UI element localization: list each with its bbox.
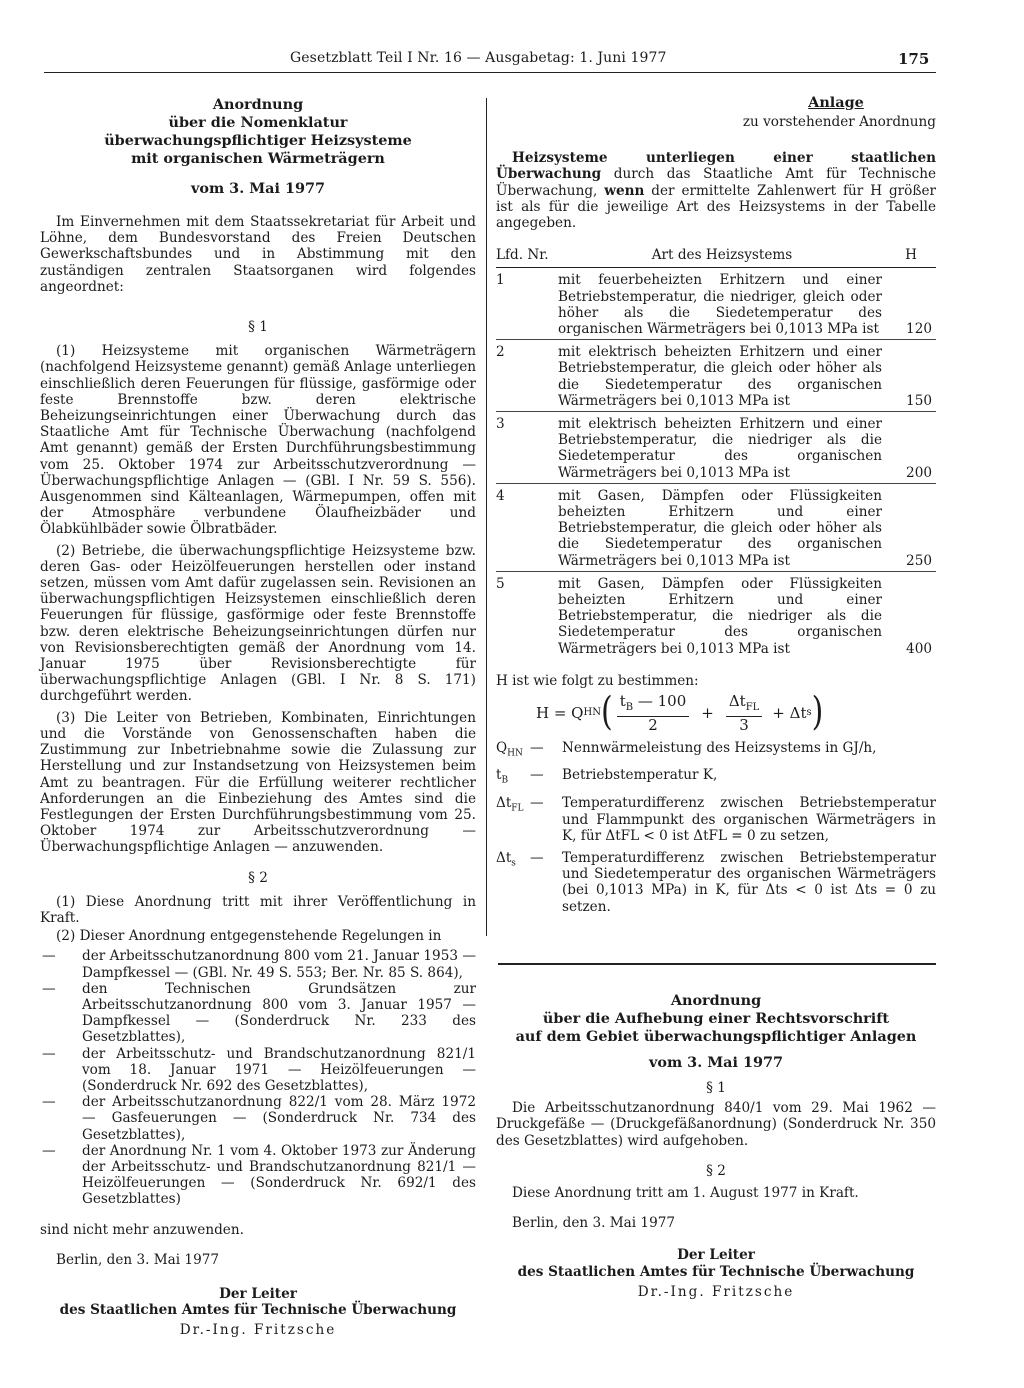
left-s2-heading: § 2 xyxy=(248,869,268,886)
anlage-title: Anlage xyxy=(808,94,864,111)
header-rule xyxy=(44,72,936,73)
fraction-1-den: 2 xyxy=(648,716,658,735)
left-date: vom 3. Mai 1977 xyxy=(190,180,325,197)
fraction-1 xyxy=(617,693,690,733)
dash-mark: — xyxy=(42,1142,56,1159)
def-symbol xyxy=(496,850,530,915)
left-signer: Dr.-Ing. Fritzsche xyxy=(179,1322,337,1339)
second-title-line: über die Aufhebung einer Rechtsvorschrift xyxy=(542,1010,890,1027)
def-sym-main: Δt xyxy=(496,795,512,812)
list-item xyxy=(40,981,476,1046)
left-title-line: mit organischen Wärmeträgern xyxy=(131,150,385,167)
sig-line: Der Leiter xyxy=(677,1247,755,1264)
left-s2-p1: (1) Diese Anordnung tritt mit ihrer Veröffentlichung in Kraft. xyxy=(40,893,476,926)
cell-h: 200 xyxy=(888,412,936,484)
cell-h: 400 xyxy=(906,640,932,657)
def-sym-main: Q xyxy=(496,739,508,756)
anlage-intro xyxy=(496,150,936,231)
left-s1-p2: (2) Betriebe, die überwachungspflichtige Heizsysteme bzw. deren Gas- oder Heizölfeuerungen herstellen oder instand setzen, müssen vom Amt dafür zugelassen sein. Revisionen an überwachungspflichtigen Heizsystemen einschließlich deren Feuerungen für flüssige, gasförmige oder feste Brennstoffe bzw. deren elektrische Beheizungseinrichtungen dürfen nur von Revisionsberechtigten gemäß der Anordnung vom 14. Januar 1975 über Revisionsberechtigte für überwachungspflichtige Anlagen (GBl. I Nr. 8 S. 171) durchgeführt werden. xyxy=(40,542,476,705)
cell-desc: mit elektrisch beheizten Erhitzern und einer Betriebstemperatur, die gleich oder höher als die Siedetemperatur des organischen Wärmeträgers bei 0,1013 MPa ist xyxy=(558,340,888,412)
list-item xyxy=(40,1046,476,1095)
intro-bold-wenn: wenn xyxy=(604,182,645,199)
f2-num-sub: FL xyxy=(745,702,760,714)
f1-num-t: t xyxy=(619,692,626,711)
second-signer: Dr.-Ing. Fritzsche xyxy=(637,1283,795,1300)
second-s1-text: Die Arbeitsschutzanordnung 840/1 vom 29. Mai 1962 — Druckgefäße — (Druckgefäßanordnung) (Sonderdruck Nr. 350 des Gesetzblattes) wird aufgehoben. xyxy=(496,1100,936,1149)
left-title-line: überwachungspflichtiger Heizsysteme xyxy=(104,132,412,149)
sig-line: des Staatlichen Amtes für Technische Überwachung xyxy=(59,1302,457,1319)
second-s2-text: Diese Anordnung tritt am 1. August 1977 in Kraft. xyxy=(512,1185,859,1202)
table-row xyxy=(496,571,936,659)
definition-item xyxy=(496,767,936,789)
list-item xyxy=(40,1143,476,1208)
formula-plus-2: + Δt xyxy=(772,704,807,723)
sig-line: Der Leiter xyxy=(219,1285,297,1302)
intro-bold: Heizsysteme unterliegen einer staatlichen Überwachung xyxy=(496,150,936,183)
second-s1-heading: § 1 xyxy=(706,1080,726,1096)
left-s2-list xyxy=(40,948,476,1207)
cell-h: 250 xyxy=(888,483,936,571)
cell-desc: mit feuerbeheizten Erhitzern und einer Betriebstemperatur, die niedriger, gleich oder höher als die Siedetemperatur des organischen Wärmeträgers bei 0,1013 MPa ist xyxy=(558,268,888,340)
header-title: Gesetzblatt Teil I Nr. 16 — Ausgabetag: 1. Juni 1977 xyxy=(290,50,667,66)
def-sym-sub: FL xyxy=(511,804,524,815)
def-sym-main: Δt xyxy=(496,849,512,866)
fraction-2-num xyxy=(726,693,762,717)
table-row xyxy=(496,483,936,571)
left-s1-heading: § 1 xyxy=(248,319,268,336)
second-date: vom 3. Mai 1977 xyxy=(648,1054,783,1071)
second-place-date: Berlin, den 3. Mai 1977 xyxy=(512,1215,676,1232)
f1-num-rest: — 100 xyxy=(633,692,687,711)
fraction-2-den: 3 xyxy=(739,716,749,735)
cell-desc: mit elektrisch beheizten Erhitzern und einer Betriebstemperatur, die niedriger als die Siedetemperatur des organischen Wärmeträgers bei 0,1013 MPa ist xyxy=(558,412,888,484)
def-text: Nennwärmeleistung des Heizsystems in GJ/h, xyxy=(562,739,877,756)
def-sym-sub: HN xyxy=(507,748,523,759)
def-text: Temperaturdifferenz zwischen Betriebstemperatur und Siedetemperatur des organischen Wärmeträgers (bei 0,1013 MPa) in K, für Δts < 0 ist Δts = 0 zu setzen. xyxy=(562,849,936,915)
table-row xyxy=(496,340,936,412)
col-header-nr: Lfd. Nr. xyxy=(496,245,558,268)
dash-mark: — xyxy=(42,1045,56,1062)
list-item-text: der Arbeitsschutzanordnung 800 vom 21. Januar 1953 — Dampfkessel — (GBl. Nr. 49 S. 553; Ber. Nr. 85 S. 864), xyxy=(82,948,476,981)
formula xyxy=(536,689,936,736)
second-title-line: auf dem Gebiet überwachungspflichtiger Anlagen xyxy=(515,1028,917,1045)
list-item-text: den Technischen Grundsätzen zur Arbeitsschutzanordnung 800 vom 3. Januar 1957 — Dampfkessel — (Sonderdruck Nr. 233 des Gesetzblattes), xyxy=(82,980,476,1046)
table-row xyxy=(496,268,936,340)
left-signature-block xyxy=(40,1286,476,1318)
formula-plus-2-sub: s xyxy=(806,707,812,719)
def-dash: — xyxy=(530,849,544,866)
definition-item xyxy=(496,850,936,915)
def-text: Betriebstemperatur K, xyxy=(562,767,718,784)
column-divider xyxy=(486,98,487,936)
left-place-date: Berlin, den 3. Mai 1977 xyxy=(56,1251,220,1268)
definitions xyxy=(496,740,936,915)
intro-text-2: der ermittelte Zahlenwert für H größer ist als für die jeweilige Art des Heizsystems in der Tabelle angegeben. xyxy=(496,182,936,232)
left-s1-p3: (3) Die Leiter von Betrieben, Kombinaten, Einrichtungen und die Vorstände von Genossenschaften haben die Zustimmung zur Inbetriebnahme sowie die Zulassung zur Herstellung und zur Instandsetzung von Heizsystemen beim Amt zu beantragen. Für die Erfüllung weiterer rechtlicher Anforderungen an die Einbeziehung des Amtes sind die Festlegungen der Ersten Durchführungsbestimmung vom 25. Oktober 1974 zur Arbeitsschutzverordnung — Überwachungspflichtige Anlagen — anzuwenden. xyxy=(40,709,476,856)
paren-open: ( xyxy=(600,689,613,736)
cell-nr: 1 xyxy=(496,268,558,340)
cell-nr: 4 xyxy=(496,483,558,571)
intro-text: durch das Staatliche Amt für Technische Überwachung, xyxy=(496,166,936,199)
cell-desc: mit Gasen, Dämpfen oder Flüssigkeiten beheizten Erhitzern und einer Betriebstemperatur, die niedriger als die Siedetemperatur des organischen Wärmeträgers bei 0,1013 MPa ist xyxy=(558,575,882,657)
cell-desc: mit Gasen, Dämpfen oder Flüssigkeiten beheizten Erhitzern und einer Betriebstemperatur, die gleich oder höher als die Siedetemperatur des organischen Wärmeträgers bei 0,1013 MPa ist xyxy=(558,483,888,571)
left-title-line: Anordnung xyxy=(212,96,304,113)
paren-close: ) xyxy=(811,689,824,736)
cell-nr: 5 xyxy=(496,575,505,592)
section-divider-rule xyxy=(498,963,936,965)
second-title xyxy=(496,992,936,1046)
heizsystem-table xyxy=(496,245,936,659)
col-header-h: H xyxy=(888,245,936,268)
second-s2-heading: § 2 xyxy=(706,1162,726,1179)
f2-num-dt: Δt xyxy=(728,692,746,711)
list-item xyxy=(40,1094,476,1143)
def-dash: — xyxy=(530,795,544,812)
left-title-line: über die Nomenklatur xyxy=(168,114,348,131)
f1-num-sub: B xyxy=(625,702,634,714)
fraction-1-num xyxy=(617,693,690,717)
second-ordinance xyxy=(496,992,936,1300)
right-column xyxy=(496,94,936,915)
def-sym-main: t xyxy=(496,767,502,784)
left-column xyxy=(40,96,476,1339)
page-number: 175 xyxy=(898,50,930,68)
anlage-subtitle: zu vorstehender Anordnung xyxy=(742,114,936,130)
second-signature-block xyxy=(496,1247,936,1279)
def-dash: — xyxy=(530,739,544,756)
left-s1-p1: (1) Heizsysteme mit organischen Wärmeträgern (nachfolgend Heizsysteme genannt) gemäß Anlage unterliegen einschließlich deren Feuerungen für flüssige, gasförmige oder feste Brennstoffe bzw. deren elektrische Beheizungseinrichtungen einer Überwachung durch das Staatliche Amt für Technische Überwachung (nachfolgend Amt genannt) gemäß der Ersten Durchführungsbestimmung vom 25. Oktober 1974 zur Arbeitsschutzverordnung — Überwachungspflichtige Anlagen — (GBl. I Nr. 59 S. 556). Ausgenommen sind Kälteanlagen, Wärmepumpen, offen mit der Atmosphäre verbundene Ölaufheizbäder und Ölabkühlbäder sowie Ölbratbäder. xyxy=(40,343,476,538)
table-row xyxy=(496,412,936,484)
left-s2-p2: (2) Dieser Anordnung entgegenstehende Regelungen in xyxy=(56,928,442,945)
fraction-2 xyxy=(726,693,762,733)
left-s2-closing: sind nicht mehr anzuwenden. xyxy=(40,1221,244,1238)
definition-item xyxy=(496,795,936,844)
list-item xyxy=(40,948,476,980)
formula-lhs: H = Q xyxy=(536,704,584,723)
formula-plus: + xyxy=(701,704,714,723)
table-header-row xyxy=(496,245,936,268)
formula-intro: H ist wie folgt zu bestimmen: xyxy=(496,672,699,689)
def-dash: — xyxy=(530,767,544,784)
dash-mark: — xyxy=(42,1094,56,1111)
cell-h: 150 xyxy=(888,340,936,412)
formula-lhs-sub: HN xyxy=(583,707,601,719)
list-item-text: der Anordnung Nr. 1 vom 4. Oktober 1973 zur Änderung der Arbeitsschutz- und Brandschutzanordnung 821/1 — Heizölfeuerungen — (Sonderdruck Nr. 692/1 des Gesetzblattes) xyxy=(82,1142,476,1208)
second-title-line: Anordnung xyxy=(670,992,762,1009)
cell-h: 120 xyxy=(888,268,936,340)
def-sym-sub: B xyxy=(501,776,509,787)
def-sym-sub: s xyxy=(511,858,516,869)
left-preamble: Im Einvernehmen mit dem Staatssekretariat für Arbeit und Löhne, dem Bundesvorstand des Freien Deutschen Gewerkschaftsbundes und in Abstimmung mit den zuständigen zentralen Staatsorganen wird folgendes angeordnet: xyxy=(40,214,476,295)
def-symbol xyxy=(496,767,530,789)
cell-nr: 2 xyxy=(496,340,558,412)
def-text: Temperaturdifferenz zwischen Betriebstemperatur und Flammpunkt des organischen Wärmeträgers in K, für ΔtFL < 0 ist ΔtFL = 0 zu setzen, xyxy=(562,795,936,844)
dash-mark: — xyxy=(42,948,56,965)
definition-item xyxy=(496,740,936,762)
sig-line: des Staatlichen Amtes für Technische Überwachung xyxy=(517,1263,915,1280)
col-header-art: Art des Heizsystems xyxy=(558,245,888,268)
list-item-text: der Arbeitsschutzanordnung 822/1 vom 28. März 1972 — Gasfeuerungen — (Sonderdruck Nr. 734 des Gesetzblattes), xyxy=(82,1094,476,1143)
list-item-text: der Arbeitsschutz- und Brandschutzanordnung 821/1 vom 18. Januar 1971 — Heizölfeuerungen — (Sonderdruck Nr. 692 des Gesetzblattes), xyxy=(82,1045,476,1094)
def-symbol xyxy=(496,795,530,844)
dash-mark: — xyxy=(42,980,56,997)
cell-nr: 3 xyxy=(496,412,558,484)
left-title xyxy=(40,96,476,168)
def-symbol xyxy=(496,740,530,762)
